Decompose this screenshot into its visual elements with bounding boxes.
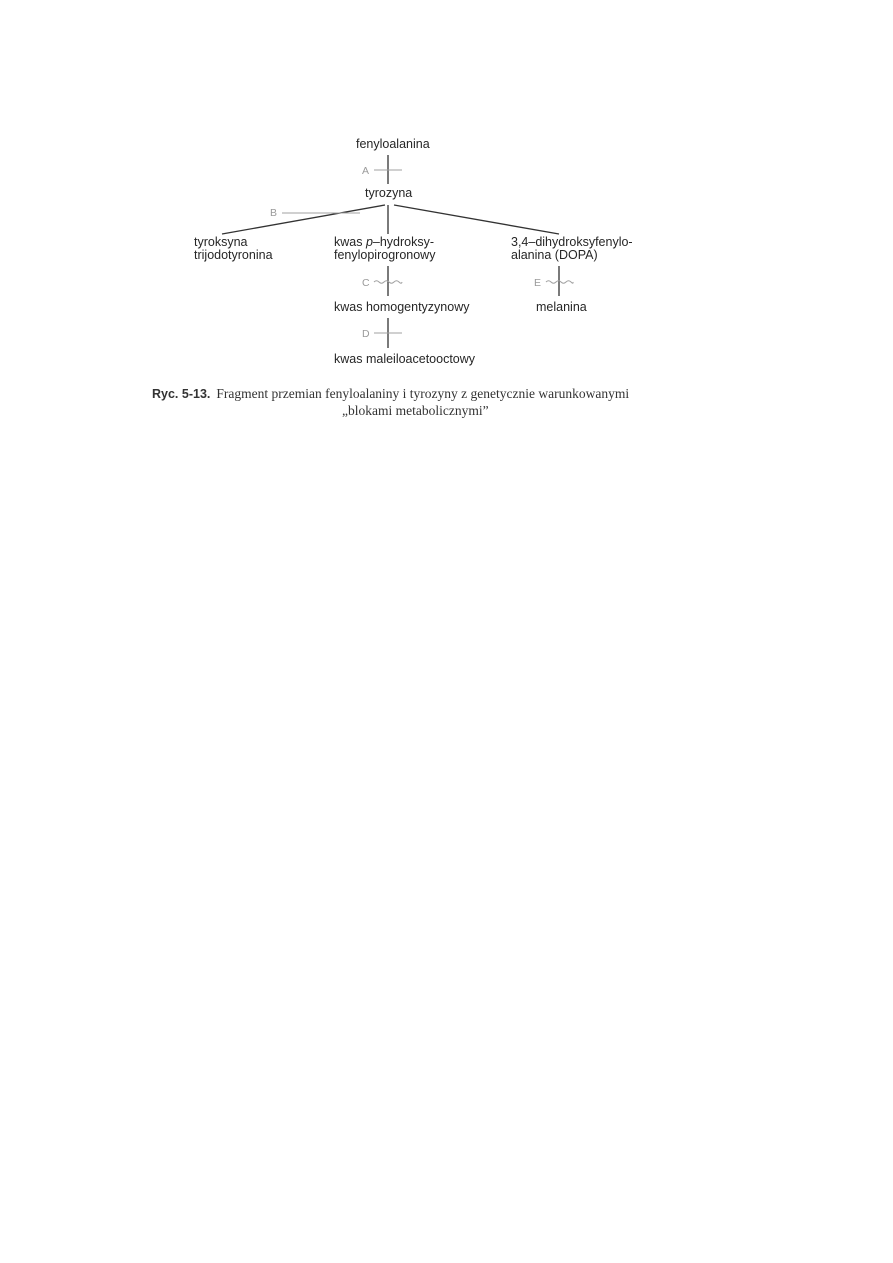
node-thyroxine: tyroksyna [194, 235, 248, 249]
block-b-label: B [270, 207, 278, 219]
node-hydroxyphenylpyruvic-acid [334, 235, 434, 249]
node-phenylalanine: fenyloalanina [356, 137, 430, 151]
figure-caption-line1 [152, 386, 629, 401]
block-d-label: D [362, 328, 370, 340]
node-dopa: 3,4–dihydroksyfenylo- [511, 235, 633, 249]
node-tyrosine: tyrozyna [365, 186, 413, 200]
edge-tyrosine-thyroxine [222, 205, 385, 234]
node-triiodothyronine: trijodotyronina [194, 248, 273, 262]
block-c-label: C [362, 277, 370, 289]
hpp-suffix: –hydroksy- [372, 235, 435, 249]
block-e-label: E [534, 277, 542, 289]
figure-caption-text: Fragment przemian fenyloalaniny i tyrozyny z genetycznie warunkowanymi [216, 386, 630, 401]
figure-caption-line2: „blokami metabolicznymi” [342, 403, 489, 418]
block-a-label: A [362, 165, 370, 177]
hpp-prefix: kwas [334, 235, 366, 249]
figure-caption-label: Ryc. 5-13. [152, 387, 211, 401]
node-dopa-line2: alanina (DOPA) [511, 248, 598, 262]
node-homogentisic-acid: kwas homogentyzynowy [334, 300, 470, 314]
edge-tyrosine-dopa [394, 205, 559, 234]
node-maleylacetoacetic-acid: kwas maleiloacetooctowy [334, 352, 476, 366]
node-melanin: melanina [536, 300, 587, 314]
hpp-italic-p: p [365, 235, 373, 249]
node-hydroxyphenylpyruvic-acid-line2: fenylopirogronowy [334, 248, 436, 262]
